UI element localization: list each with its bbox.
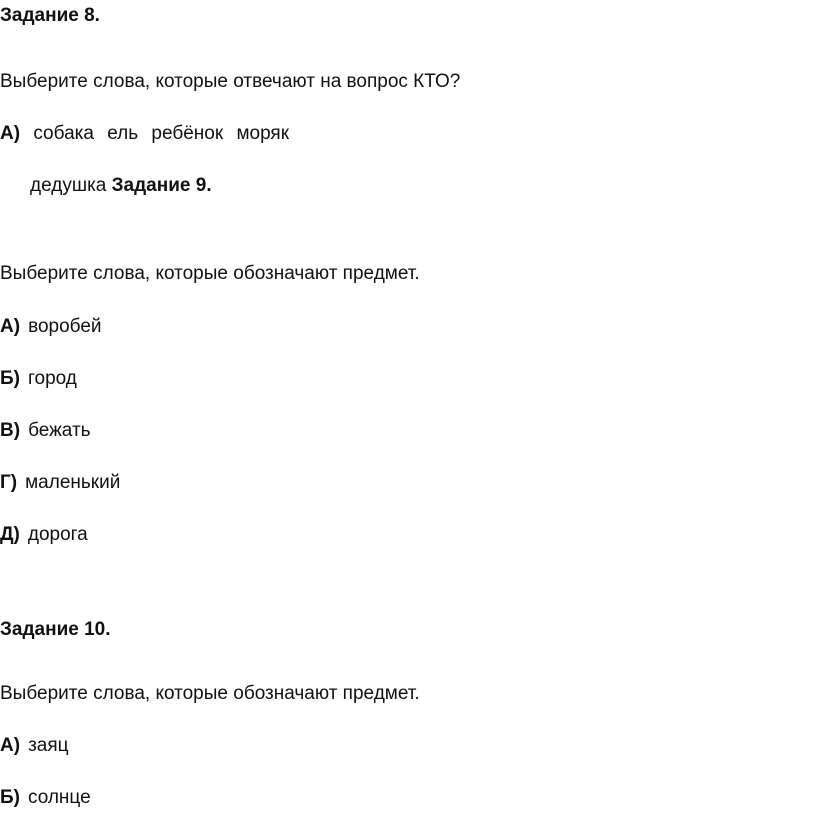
- task9-option-c: [0, 419, 91, 443]
- option-word: моряк: [236, 123, 290, 144]
- task9-question: Выберите слова, которые обозначают предмет.: [0, 263, 420, 284]
- task9-option-a: [0, 315, 102, 339]
- task8-title: Задание 8.: [0, 5, 100, 26]
- option-text: солнце: [27, 787, 91, 808]
- option-label: А): [0, 316, 21, 337]
- task8-option-a: [0, 122, 297, 146]
- option-text: бежать: [28, 420, 91, 441]
- option-label: В): [0, 420, 21, 441]
- option-word: ребёнок: [151, 123, 224, 144]
- option-word: собака: [33, 123, 94, 144]
- task8-question: Выберите слова, которые отвечают на вопрос КТО?: [0, 71, 461, 92]
- option-label: А): [0, 123, 21, 144]
- task9-option-d: [0, 471, 120, 495]
- option-label: Б): [0, 787, 20, 808]
- option-text: воробей: [28, 316, 102, 337]
- task9-option-b: [0, 367, 77, 391]
- option-word: ель: [107, 123, 139, 144]
- task10-option-b: [0, 786, 91, 810]
- option-label: Б): [0, 368, 20, 389]
- option-label: А): [0, 735, 21, 756]
- option-text: дорога: [27, 524, 88, 545]
- task9-option-e: [0, 523, 88, 547]
- option-text: маленький: [25, 472, 121, 493]
- option-label: Г): [0, 472, 18, 493]
- task10-question: Выберите слова, которые обозначают предмет.: [0, 683, 420, 704]
- task10-option-a: [0, 734, 69, 758]
- task9-title: Задание 9.: [111, 175, 212, 196]
- option-text: город: [27, 368, 77, 389]
- option-text: заяц: [28, 735, 69, 756]
- option-word: дедушка: [30, 175, 107, 196]
- task10-title: Задание 10.: [0, 619, 111, 640]
- task8-continuation: [30, 174, 212, 198]
- option-label: Д): [0, 524, 20, 545]
